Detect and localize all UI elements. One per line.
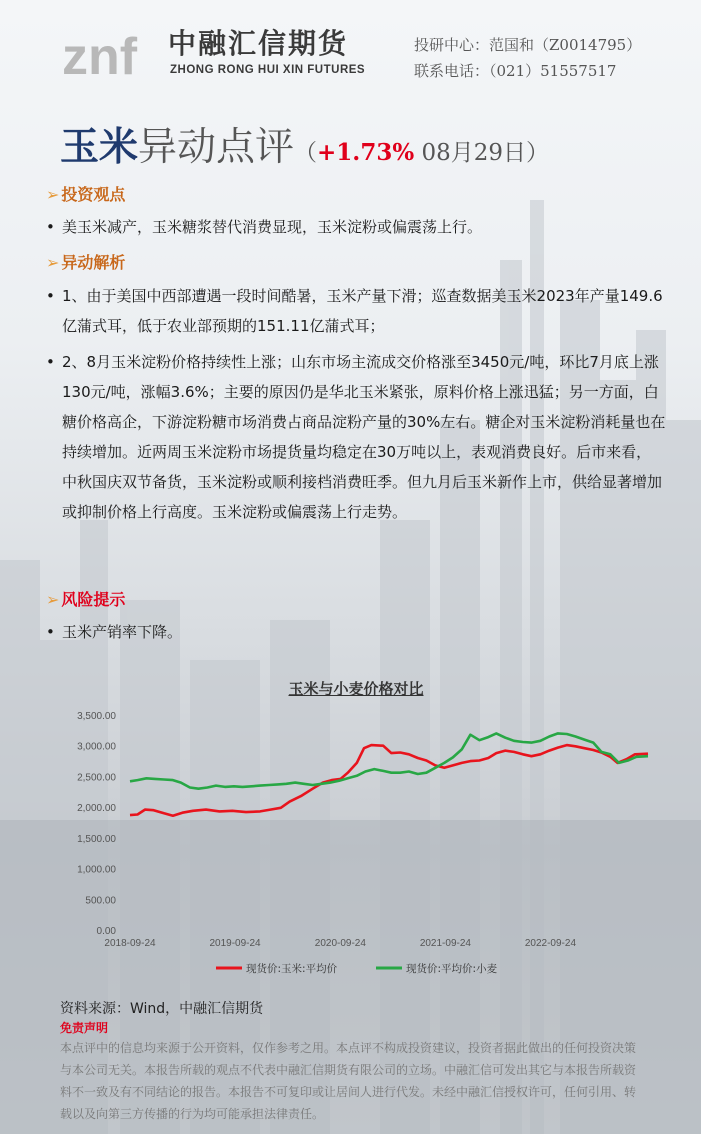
y-tick-label: 3,500.00: [77, 711, 116, 722]
section-heading-analysis-label: 异动解析: [61, 253, 126, 272]
y-tick-label: 2,500.00: [77, 772, 116, 784]
disclaimer-text: 本点评中的信息均来源于公开资料，仅作参考之用。本点评不构成投资建议，投资者据此做出的任何投资决策与本公司无关。本报告所载的观点不代表中融汇信期货有限公司的立场。中融汇信可发出其它与本报告所载资料不一致及有不同结论的报告。本报告不可复印或让居间人进行代发。未经中融汇信授权许可，任何引用、转载以及向第三方传播的行为均可能承担法律责任。: [60, 1041, 637, 1121]
y-tick-label: 1,500.00: [77, 833, 116, 845]
risk-paragraph: [46, 617, 666, 647]
section-heading-risk-label: 风险提示: [61, 590, 126, 609]
contact-analyst: 投研中心：范国和（Z0014795）: [414, 36, 642, 54]
analysis-paragraph-1: [46, 281, 666, 341]
title-paren-open: （: [294, 140, 318, 166]
x-tick-label: 2019-09-24: [209, 938, 261, 949]
title-change-percent: +1.73%: [317, 139, 415, 166]
series-line-wheat: [130, 733, 648, 788]
x-tick-label: 2020-09-24: [314, 938, 366, 949]
analysis-text-1: 1、由于美国中西部遭遇一段时间酷暑，玉米产量下滑；巡查数据美玉米2023年产量149.6亿蒲式耳，低于农业部预期的151.11亿蒲式耳；: [62, 287, 663, 335]
company-logo-icon: [62, 14, 162, 80]
y-tick-label: 500.00: [85, 895, 116, 907]
header: [0, 0, 701, 100]
bullet-icon: •: [46, 287, 55, 305]
x-tick-label: 2021-09-24: [419, 938, 471, 949]
bullet-icon: •: [46, 218, 55, 236]
bullet-icon: •: [46, 623, 55, 641]
title-date: 08月29日）: [414, 140, 550, 166]
contact-phone: 联系电话：（021）51557517: [414, 62, 617, 80]
bullet-icon: •: [46, 353, 55, 371]
data-source: 资料来源：Wind，中融汇信期货: [60, 1001, 264, 1017]
x-tick-label: 2022-09-24: [524, 938, 577, 949]
y-tick-label: 1,000.00: [77, 864, 116, 876]
y-tick-label: 0.00: [96, 926, 116, 937]
arrow-icon: ➢: [46, 590, 60, 609]
arrow-icon: ➢: [46, 253, 60, 272]
section-heading-view: [46, 182, 125, 205]
company-name-cn: 中融汇信期货: [168, 27, 349, 60]
arrow-icon: ➢: [46, 185, 60, 204]
analysis-paragraph-2: [46, 347, 666, 527]
page-title: [60, 116, 549, 172]
chart-title: 玉米与小麦价格对比: [288, 680, 424, 698]
section-heading-risk: [46, 587, 125, 610]
contact-info: [414, 32, 641, 84]
legend-label-corn: 现货价:玉米:平均价: [246, 963, 338, 975]
logo-mark-text: znf: [62, 28, 138, 80]
risk-text: 玉米产销率下降。: [62, 623, 183, 641]
series-line-corn: [130, 745, 648, 816]
x-tick-label: 2018-09-24: [104, 938, 156, 949]
chart-plot: [56, 670, 656, 985]
price-comparison-chart: [56, 670, 656, 985]
y-tick-label: 3,000.00: [77, 741, 116, 753]
section-heading-view-label: 投资观点: [61, 185, 126, 204]
disclaimer-heading: 免责声明: [60, 1021, 109, 1035]
legend-label-wheat: 现货价:平均价:小麦: [406, 963, 498, 975]
view-text: 美玉米减产，玉米糖浆替代消费显现，玉米淀粉或偏震荡上行。: [62, 218, 483, 236]
section-heading-analysis: [46, 250, 125, 273]
y-tick-label: 2,000.00: [77, 803, 116, 815]
company-name-en: ZHONG RONG HUI XIN FUTURES: [170, 64, 366, 76]
analysis-text-2: 2、8月玉米淀粉价格持续性上涨；山东市场主流成交价格涨至3450元/吨，环比7月底上涨130元/吨，涨幅3.6%；主要的原因仍是华北玉米紧张，原料价格上涨迅猛；另一方面，白糖价格高企，下游淀粉糖市场消费占商品淀粉产量的30%左右。糖企对玉米淀粉消耗量也在持续增加。近两周玉米淀粉市场提货量均稳定在30万吨以上，表观消费良好。后市来看，中秋国庆双节备货，玉米淀粉或顺利接档消费旺季。但九月后玉米新作上市，供给显著增加或抑制价格上行高度。玉米淀粉或偏震荡上行走势。: [62, 353, 666, 521]
view-paragraph: [46, 212, 666, 242]
title-commodity: 玉米: [60, 124, 139, 170]
title-topic: 异动点评: [138, 125, 295, 170]
